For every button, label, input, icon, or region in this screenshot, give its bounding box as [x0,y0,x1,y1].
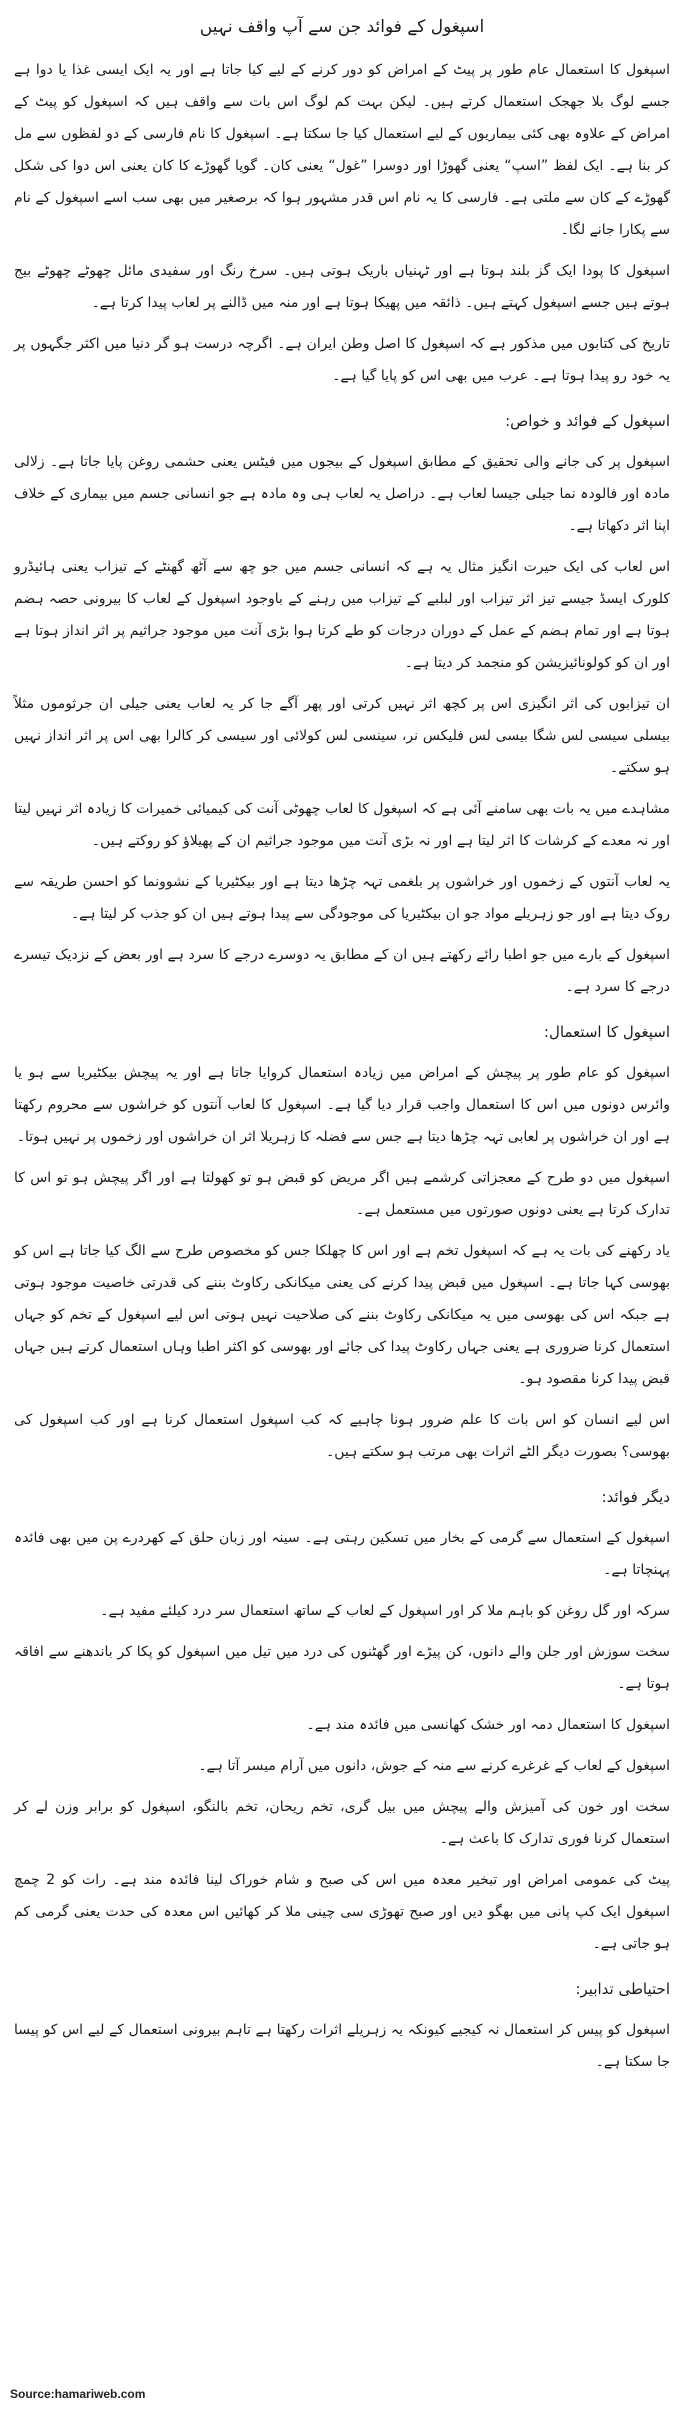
other-benefits-paragraph: پیٹ کی عمومی امراض اور تبخیر معدہ میں اس کی صبح و شام خوراک لینا فائدہ مند ہے۔ رات کو 2 چمچ اسپغول ایک کپ پانی میں بھگو دیں اور صبح تھوڑی سی چینی ملا کر کھائیں اس معدہ کی حدت یعنی گرمی کم ہو جاتی ہے۔ [14,1872,670,1952]
section-heading-precautions: احتیاطی تدابیر: [575,1980,670,1998]
other-benefits-paragraph: اسپغول کا استعمال دمہ اور خشک کھانسی میں فائدہ مند ہے۔ [306,1717,670,1733]
article-title: اسپغول کے فوائد جن سے آپ واقف نہیں [199,17,485,37]
benefits-paragraph: ان تیزابوں کی اثر انگیزی اس پر کچھ اثر نہیں کرتی اور پھر آگے جا کر یہ لعاب یعنی جیلی ان جرثوموں مثلاً بیسلی سیسی لس شگا بیسی لس فلیکس نر، سینسی لس کولائی اور سیسی کر کالرا بھی اس پر اثر انداز نہیں ہو سکتے۔ [14,696,670,776]
intro-paragraph: اسپغول کا پودا ایک گز بلند ہوتا ہے اور ٹہنیاں باریک ہوتی ہیں۔ سرخ رنگ اور سفیدی مائل چھوٹے چھوٹے بیج ہوتے ہیں جسے اسپغول کہتے ہیں۔ ذائقہ میں پھیکا ہوتا ہے اور منہ میں ڈالنے پر لعاب پیدا کرتا ہے۔ [14,263,670,311]
usage-paragraph: اسپغول کو عام طور پر پیچش کے امراض میں زیادہ استعمال کروایا جاتا ہے اور یہ پیچش بیکٹیریا سے ہو یا وائرس دونوں میں اس کا استعمال واجب قرار دیا گیا ہے۔ اسپغول کا لعاب آنتوں کو خراشوں سے محروم رکھتا ہے اور ان خراشوں پر لعابی تہہ چڑھا دیتا ہے جس سے فضلہ کا زہریلا اثر ان خراشوں اور زخموں پر نہیں ہوتا۔ [14,1065,670,1145]
source-credit: Source:hamariweb.com [10,2387,146,2401]
usage-paragraph: اسپغول میں دو طرح کے معجزاتی کرشمے ہیں اگر مریض کو قبض ہو تو کھولتا ہے اور اگر پیچش ہو تو اس کا تدارک کرتا ہے یعنی دونوں صورتوں میں مستعمل ہے۔ [14,1170,670,1218]
benefits-paragraph: اس لعاب کی ایک حیرت انگیز مثال یہ ہے کہ انسانی جسم میں جو چھ سے آٹھ گھنٹے کے تیزاب یعنی ہائیڈرو کلورک ایسڈ جیسے تیز اثر تیزاب اور لبلبے کے تیزاب میں رہنے کے باوجود اسپغول کے لعاب کا بیرونی حصہ ہضم ہوتا ہے اور تمام ہضم کے عمل کے دوران درجات کو طے کرتا ہوا بڑی آنت میں موجود جراثیم پر اثر انداز ہوتا ہے اور ان کو کولونائیزیشن کو منجمد کر دیتا ہے۔ [14,559,670,671]
benefits-paragraph: اسپغول پر کی جانے والی تحقیق کے مطابق اسپغول کے بیجوں میں فیٹس یعنی حشمی روغن پایا جاتا ہے۔ زلالی مادہ اور فالودہ نما جیلی جیسا لعاب ہے۔ دراصل یہ لعاب ہی وہ مادہ ہے جو انسانی جسم میں بیماری کے خلاف اپنا اثر دکھاتا ہے۔ [14,454,670,534]
benefits-paragraph: اسپغول کے بارے میں جو اطبا رائے رکھتے ہیں ان کے مطابق یہ دوسرے درجے کا سرد ہے اور بعض کے نزدیک تیسرے درجے کا سرد ہے۔ [14,947,670,995]
other-benefits-paragraph: سخت سوزش اور جلن والے دانوں، کن پیڑے اور گھٹنوں کی درد میں تیل میں اسپغول کو پکا کر باندھنے سے افاقہ ہوتا ہے۔ [14,1644,670,1692]
benefits-paragraph: مشاہدے میں یہ بات بھی سامنے آئی ہے کہ اسپغول کا لعاب چھوٹی آنت کی کیمیائی خمیرات کا زیادہ اثر نہیں لیتا اور نہ معدے کے کرشات کا اثر لیتا ہے اور نہ بڑی آنت میں موجود جراثیم ان کے پھیلاؤ کو روکتے ہیں۔ [14,801,670,849]
intro-paragraph: اسپغول کا استعمال عام طور پر پیٹ کے امراض کو دور کرنے کے لیے کیا جاتا ہے اور یہ ایک ایسی غذا یا دوا ہے جسے لوگ بلا جھجک استعمال کرتے ہیں۔ لیکن بہت کم لوگ اس بات سے واقف ہیں کہ اسپغول کو پیٹ کے امراض کے علاوہ بھی کئی بیماریوں کے لیے استعمال کیا جا سکتا ہے۔ اسپغول کا نام فارسی کے دو لفظوں سے مل کر بنا ہے۔ ایک لفظ ”اسپ“ یعنی گھوڑا اور دوسرا ”غول“ یعنی کان۔ گویا گھوڑے کا کان یعنی اس دوا کی شکل گھوڑے کے کان سے ملتی ہے۔ فارسی کا یہ نام اس قدر مشہور ہوا کہ برصغیر میں بھی سب اسے اسپغول کے نام سے پکارا جانے لگا۔ [14,62,670,238]
other-benefits-paragraph: سخت اور خون کی آمیزش والے پیچش میں بیل گری، تخم ریحان، تخم بالنگو، اسپغول کو برابر وزن لے کر استعمال کرنا فوری تدارک کا باعث ہے۔ [14,1799,670,1847]
usage-paragraph: اس لیے انسان کو اس بات کا علم ضرور ہونا چاہیے کہ کب اسپغول استعمال کرنا ہے اور کب اسپغول کی بھوسی؟ بصورت دیگر الٹے اثرات بھی مرتب ہو سکتے ہیں۔ [14,1412,670,1460]
other-benefits-paragraph: سرکہ اور گل روغن کو باہم ملا کر اور اسپغول کے لعاب کے ساتھ استعمال سر درد کیلئے مفید ہے۔ [100,1603,670,1619]
usage-paragraph: یاد رکھنے کی بات یہ ہے کہ اسپغول تخم ہے اور اس کا چھلکا جس کو مخصوص طرح سے الگ کیا جاتا ہے اس کو بھوسی کہا جاتا ہے۔ اسپغول میں قبض پیدا کرنے کی یعنی میکانکی رکاوٹ بننے کی قدرتی خاصیت موجود ہوتی ہے جبکہ اس کی بھوسی میں یہ میکانکی رکاوٹ بننے کی صلاحیت نہیں ہوتی اس لیے اسپغول کے تخم کو جہاں استعمال کرنا ضروری ہے یعنی جہاں رکاوٹ پیدا کی جائے اور بھوسی کو اکثر اطبا وہاں استعمال کرتے ہیں جہاں قبض پیدا کرنا مقصود ہو۔ [14,1243,670,1387]
benefits-paragraph: یہ لعاب آنتوں کے زخموں اور خراشوں پر بلغمی تہہ چڑھا دیتا ہے اور بیکٹیریا کے نشوونما کو احسن طریقہ سے روک دیتا ہے اور جو زہریلے مواد جو ان بیکٹیریا کی موجودگی سے پیدا ہوتے ہیں ان کو جذب کر لیتا ہے۔ [14,874,670,922]
section-heading-other-benefits: دیگر فوائد: [601,1488,670,1506]
section-heading-usage: اسپغول کا استعمال: [543,1023,670,1041]
section-heading-benefits: اسپغول کے فوائد و خواص: [505,412,670,430]
precautions-paragraph: اسپغول کو پیس کر استعمال نہ کیجیے کیونکہ یہ زہریلے اثرات رکھتا ہے تاہم بیرونی استعمال کے لیے اس کو پیسا جا سکتا ہے۔ [14,2022,670,2070]
other-benefits-paragraph: اسپغول کے لعاب کے غرغرے کرنے سے منہ کے جوش، دانوں میں آرام میسر آتا ہے۔ [198,1758,670,1774]
other-benefits-paragraph: اسپغول کے استعمال سے گرمی کے بخار میں تسکین رہتی ہے۔ سینہ اور زبان حلق کے کھردرے پن میں بھی فائدہ پہنچاتا ہے۔ [14,1530,670,1578]
intro-paragraph: تاریخ کی کتابوں میں مذکور ہے کہ اسپغول کا اصل وطن ایران ہے۔ اگرچہ درست ہو گر دنیا میں اکثر جگہوں پر یہ خود رو پیدا ہوتا ہے۔ عرب میں بھی اس کو پایا گیا ہے۔ [14,336,670,384]
